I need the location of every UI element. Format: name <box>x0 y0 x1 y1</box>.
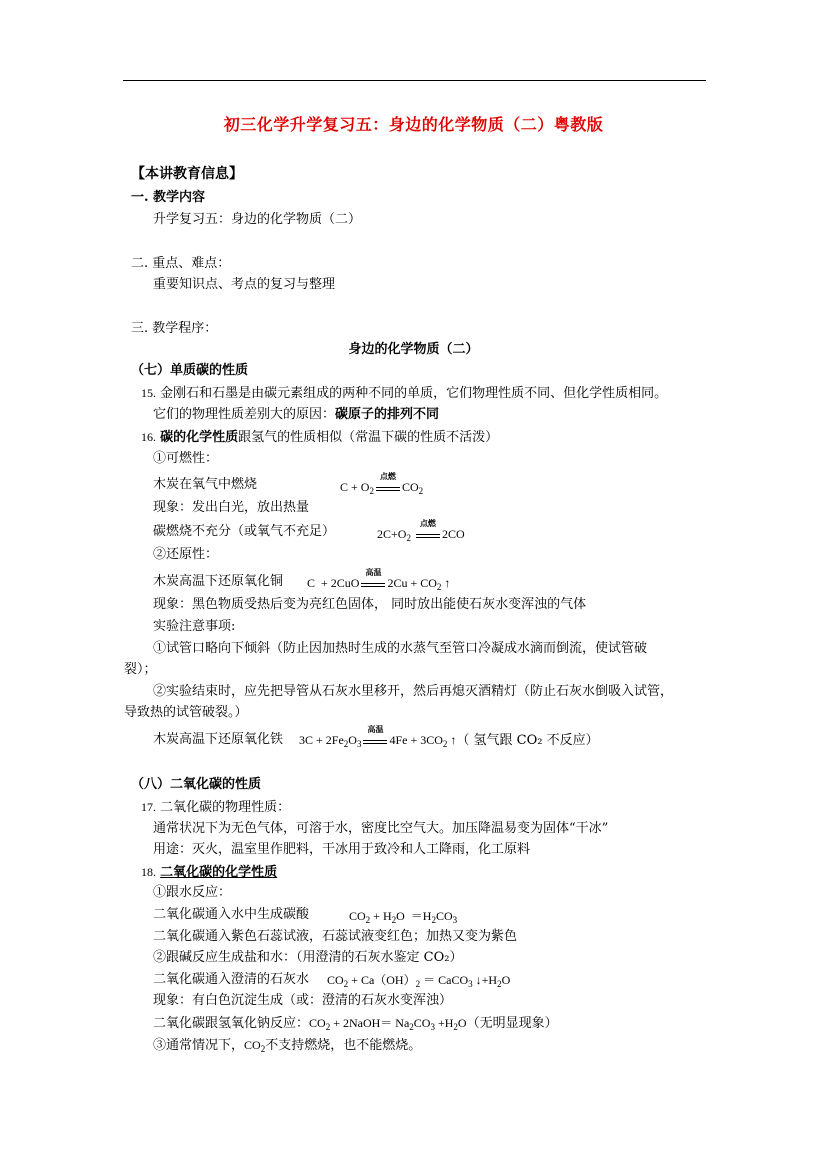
section1-heading: 一. 教学内容 <box>131 190 206 205</box>
reaction-arrow <box>414 519 442 542</box>
reaction-arrow <box>361 725 389 748</box>
combust-label: 木炭在氧气中燃烧 <box>153 477 258 492</box>
notes-heading: 实验注意事项: <box>153 619 236 634</box>
section3-heading: 三. 教学程序： <box>131 321 218 336</box>
condition-label: 高温 <box>367 725 384 735</box>
item-16-text: 跟氢气的性质相似（常温下碳的性质不活泼） <box>238 430 499 445</box>
water-heading: ①跟水反应： <box>153 885 232 900</box>
item-17-title: 二氧化碳的物理性质： <box>160 800 291 815</box>
equation-water: $CO_2 + H_2O =H_2CO_3$ <box>349 909 458 925</box>
info-heading: 【本讲教育信息】 <box>131 166 243 182</box>
gas-arrow-icon: ↑ <box>450 733 457 747</box>
reaction-arrow <box>374 472 402 495</box>
item-18 <box>141 863 277 882</box>
item-15 <box>141 384 667 403</box>
item-18-number: 18. <box>141 865 156 879</box>
alkali-heading: ②跟碱反应生成盐和水：（用澄清的石灰水鉴定 CO₂） <box>153 950 463 965</box>
section2-body: 重要知识点、考点的复习与整理 <box>153 277 336 292</box>
reduce-label: 木炭高温下还原氧化铜 <box>153 574 284 589</box>
note2-line1: ②实验结束时，应先把导管从石灰水里移开，然后再熄灭酒精灯（防止石灰水倒吸入试管， <box>153 684 674 699</box>
item-18-title: 二氧化碳的化学性质 <box>160 865 278 880</box>
reaction-arrow <box>359 568 387 591</box>
combust-phenomenon: 现象：发出白光，放出热量 <box>153 500 310 515</box>
reduce-phenomenon: 现象：黑色物质受热后变为亮红色固体， 同时放出能使石灰水变浑浊的气体 <box>153 597 587 612</box>
section2-heading: 二. 重点、难点： <box>131 256 231 271</box>
iron-note: （ 氢气跟 CO₂ 不反应） <box>456 733 599 748</box>
item-17 <box>141 798 290 817</box>
condition-label: 点燃 <box>379 472 396 482</box>
support-line <box>153 1036 421 1055</box>
equation-naoh: $CO_2$ + 2NaOH＝ $Na_2CO_3 +H_2O$ <box>309 1016 467 1032</box>
item-15-text: 金刚石和石墨是由碳元素组成的两种不同的单质，它们物理性质不同、但化学性质相同。 <box>160 386 668 401</box>
part8-heading: （八）二氧化碳的性质 <box>131 777 262 792</box>
item-16 <box>141 428 498 447</box>
reduce-heading: ②还原性： <box>153 547 219 562</box>
note1-line2: 裂）； <box>124 662 157 677</box>
item-15-number: 15. <box>141 386 156 400</box>
gas-arrow-icon: ↑ <box>444 576 451 590</box>
lime-label: 二氧化碳通入澄清的石灰水 <box>153 972 310 987</box>
condition-label: 点燃 <box>419 519 436 529</box>
equation-lime: $CO_2 + Ca(OH)_2$ ＝ CaCO$_3$ $↓+H_2O$ <box>327 973 511 989</box>
page-title: 初三化学升学复习五：身边的化学物质（二）粤教版 <box>223 115 604 134</box>
condition-label: 高温 <box>365 568 382 578</box>
equation-incomplete: $2C+O_2$ 点燃 2CO <box>377 519 465 543</box>
litmus-line: 二氧化碳通入紫色石蕊试液，石蕊试液变红色；加热又变为紫色 <box>153 929 518 944</box>
note1-line1: ①试管口略向下倾斜（防止因加热时生成的水蒸气至管口冷凝成水滴而倒流，使试管破 <box>153 641 648 656</box>
water-label: 二氧化碳通入水中生成碳酸 <box>153 907 310 922</box>
naoh-label: 二氧化碳跟氢氧化钠反应： <box>153 1016 310 1031</box>
equation-reduce-cuo: C + 2CuO 高温 $2Cu + CO_2$ ↑ <box>307 568 451 592</box>
item-17-line1: 通常状况下为无色气体，可溶于水，密度比空气大。加压降温易变为固体“干冰” <box>153 821 609 836</box>
precipitate-arrow-icon: ↓ <box>475 973 482 987</box>
incomplete-label: 碳燃烧不充分（或氧气不充足） <box>153 524 336 539</box>
part7-heading: （七）单质碳的性质 <box>131 363 249 378</box>
equation-reduce-fe2o3: $3C + 2Fe_2O_3$ 高温 $4Fe + 3CO_2$ ↑（ 氢气跟 CO₂ 不反应） <box>299 725 599 749</box>
co2-formula: $CO_2$ <box>244 1038 266 1054</box>
item-15-reason-value: 碳原子的排列不同 <box>335 407 440 422</box>
item-16-bold: 碳的化学性质 <box>160 430 239 445</box>
support-text-b: 不支持燃烧，也不能燃烧。 <box>265 1038 422 1053</box>
lime-phenomenon: 现象：有白色沉淀生成（或：澄清的石灰水变浑浊） <box>153 993 453 1008</box>
item-15-reason <box>153 406 439 424</box>
equation-combustion: $C + O_2$ 点燃 $CO_2$ <box>340 472 424 496</box>
item-17-number: 17. <box>141 800 156 814</box>
note2-line2: 导致热的试管破裂。） <box>124 705 248 720</box>
section1-body: 升学复习五：身边的化学物质（二） <box>153 212 362 227</box>
combust-heading: ①可燃性： <box>153 451 219 466</box>
naoh-line <box>153 1014 558 1033</box>
support-text-a: ③通常情况下， <box>153 1038 245 1053</box>
center-title: 身边的化学物质（二） <box>348 342 479 357</box>
item-16-number: 16. <box>141 430 156 444</box>
header-rule <box>123 80 706 81</box>
iron-label: 木炭高温下还原氧化铁 <box>153 732 284 747</box>
item-17-line2: 用途：灭火，温室里作肥料，干冰用于致冷和人工降雨，化工原料 <box>153 842 531 857</box>
naoh-note: （无明显现象） <box>466 1016 558 1031</box>
item-15-reason-label: 它们的物理性质差别大的原因： <box>153 407 336 422</box>
